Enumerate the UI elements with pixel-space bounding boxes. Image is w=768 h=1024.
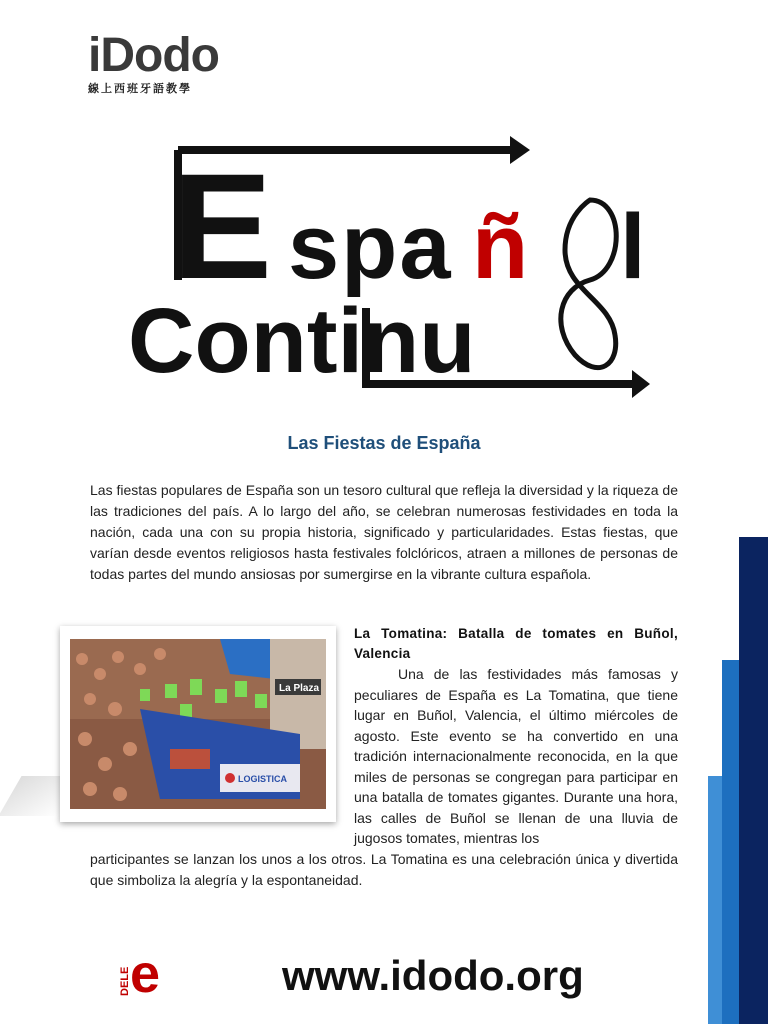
title-spa: spa [288,196,453,298]
title-infinity-loop [561,200,616,368]
website-url[interactable]: www.idodo.org [282,952,584,999]
truck-sign: LOGISTICA [238,774,287,784]
tomatina-paragraph [354,664,678,849]
dele-letter: e [130,946,161,998]
deco-bar-navy [739,537,768,1024]
tomatina-photo-frame [60,626,336,822]
idodo-logo [88,29,219,96]
tomatina-section-title: La Tomatina: Batalla de tomates en Buñol, Valencia [354,626,678,661]
title-enye: ñ [472,196,529,298]
dele-label: DELE [119,966,131,996]
top-arrow-head [510,136,530,164]
logo-wordmark: iDodo [88,29,219,82]
espanol-continuo-title [120,130,660,400]
title-capital-e: E [172,142,273,310]
street-sign: La Plaza [279,683,320,694]
logo-subtitle: 線上西班牙語教學 [88,83,192,95]
tomatina-paragraph-text: Una de las festividades más famosas y peculiares de España es La Tomatina, que tiene lugar en Buñol, Valencia, el último miércoles de agosto. Este evento se ha convertido en una tradición internacionalmente reconocida, en la que miles de personas se congregan para participar en una batalla de tomates gigantes. Durante una hora, las calles de Buñol se llenan de una lluvia de jugosos tomates, mientras los [354,666,678,846]
dele-logo-mark [118,946,178,998]
title-l: l [620,196,646,298]
tomatina-paragraph-continued: participantes se lanzan los unos a los otros. La Tomatina es una celebración única y divertida que simboliza la alegría y la espontaneidad. [90,851,678,888]
article-heading: Las Fiestas de España [287,433,481,453]
title-continu: Continu [128,290,476,392]
bottom-arrow-head [632,370,650,398]
intro-paragraph: Las fiestas populares de España son un tesoro cultural que refleja la diversidad y la riqueza de las tradiciones del país. A lo largo del año, se celebran numerosas festividades en toda la nación, cada una con su propia historia, significado y particularidades. Estas fiestas, que varían desde eventos religiosos hasta festivales folclóricos, atraen a millones de personas de todas partes del mundo ansiosas por sumergirse en la vibrante cultura española. [90,482,678,582]
dele-logo [118,946,178,1003]
tomatina-photo [70,639,326,809]
